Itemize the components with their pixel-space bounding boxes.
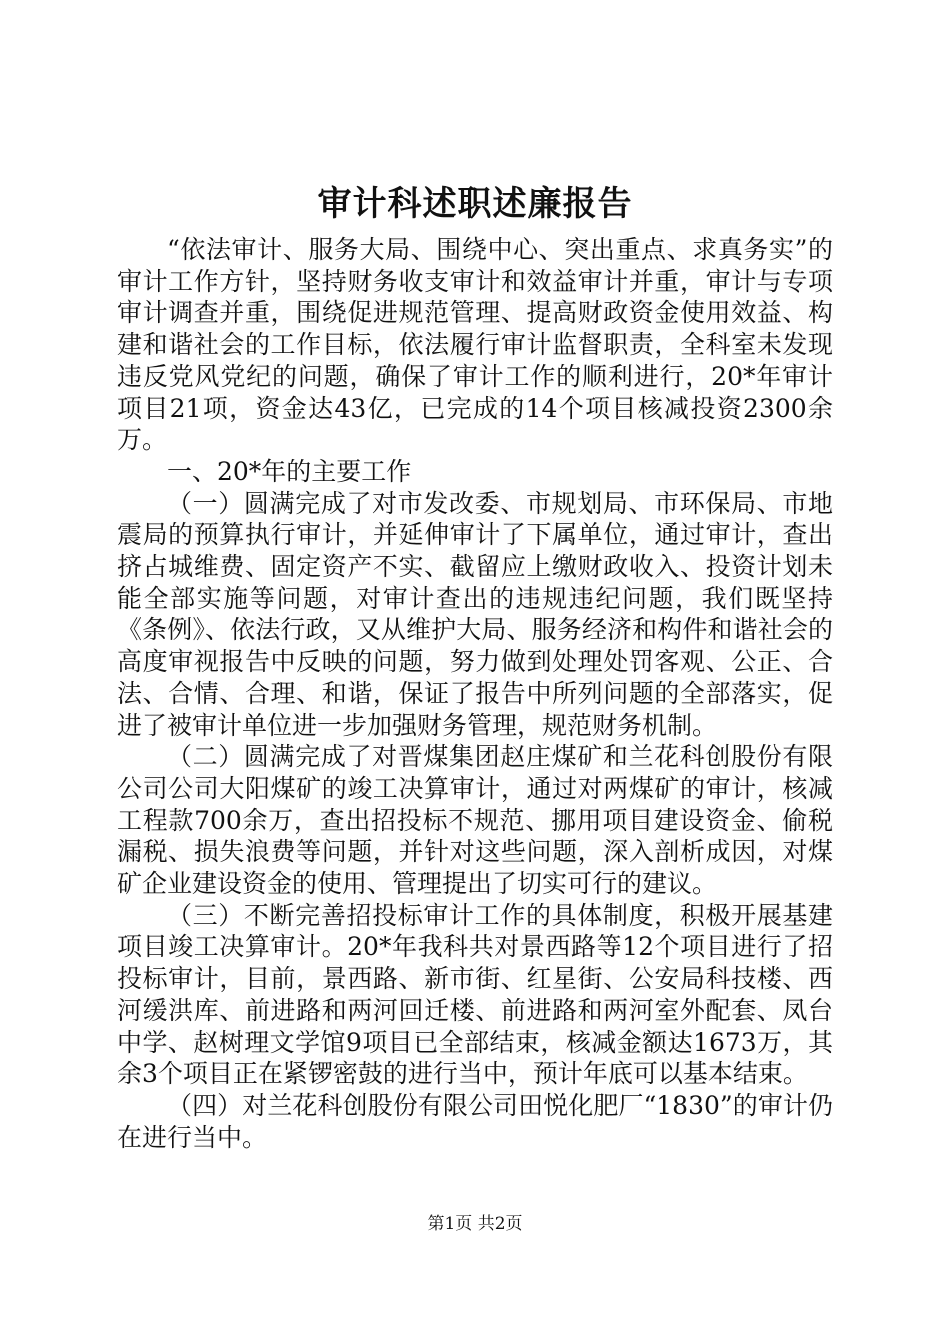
document-body [117,234,833,1153]
section-heading-main-work: 一、20*年的主要工作 [167,456,412,486]
paragraph-item-4: （四）对兰花科创股份有限公司田悦化肥厂“1830”的审计仍在进行当中。 [117,1090,833,1152]
paragraph-item-2: （二）圆满完成了对晋煤集团赵庄煤矿和兰花科创股份有限公司公司大阳煤矿的竣工决算审计，通过对两煤矿的审计，核减工程款700余万，查出招投标不规范、挪用项目建设资金、偷税漏税、损失浪费等问题，并针对这些问题，深入剖析成因，对煤矿企业建设资金的使用、管理提出了切实可行的建议。 [117,742,833,899]
paragraph-item-1: （一）圆满完成了对市发改委、市规划局、市环保局、市地震局的预算执行审计，并延伸审计了下属单位，通过审计，查出挤占城维费、固定资产不实、截留应上缴财政收入、投资计划未能全部实施等问题，对审计查出的违规违纪问题，我们既坚持《条例》、依法行政，又从维护大局、服务经济和构件和谐社会的高度审视报告中反映的问题，努力做到处理处罚客观、公正、合法、合情、合理、和谐，保证了报告中所列问题的全部落实，促进了被审计单位进一步加强财务管理，规范财务机制。 [117,488,833,740]
page-title: 审计科述职述廉报告 [317,184,633,224]
paragraph-intro: “依法审计、服务大局、围绕中心、突出重点、求真务实”的审计工作方针，坚持财务收支审计和效益审计并重，审计与专项审计调查并重，围绕促进规范管理、提高财政资金使用效益、构建和谐社会的工作目标，依法履行审计监督职责，全科室未发现违反党风党纪的问题，确保了审计工作的顺利进行，20*年审计项目21项，资金达43亿，已完成的14个项目核减投资2300余万。 [117,235,833,455]
page-footer: 第1页 共2页 [427,1214,523,1234]
paragraph-item-3: （三）不断完善招投标审计工作的具体制度，积极开展基建项目竣工决算审计。20*年我科共对景西路等12个项目进行了招投标审计，目前，景西路、新市街、红星街、公安局科技楼、西河缓洪库、前进路和两河回迁楼、前进路和两河室外配套、凤台中学、赵树理文学馆9项目已全部结束，核减金额达1673万，其余3个项目正在紧锣密鼓的进行当中，预计年底可以基本结束。 [117,900,833,1089]
